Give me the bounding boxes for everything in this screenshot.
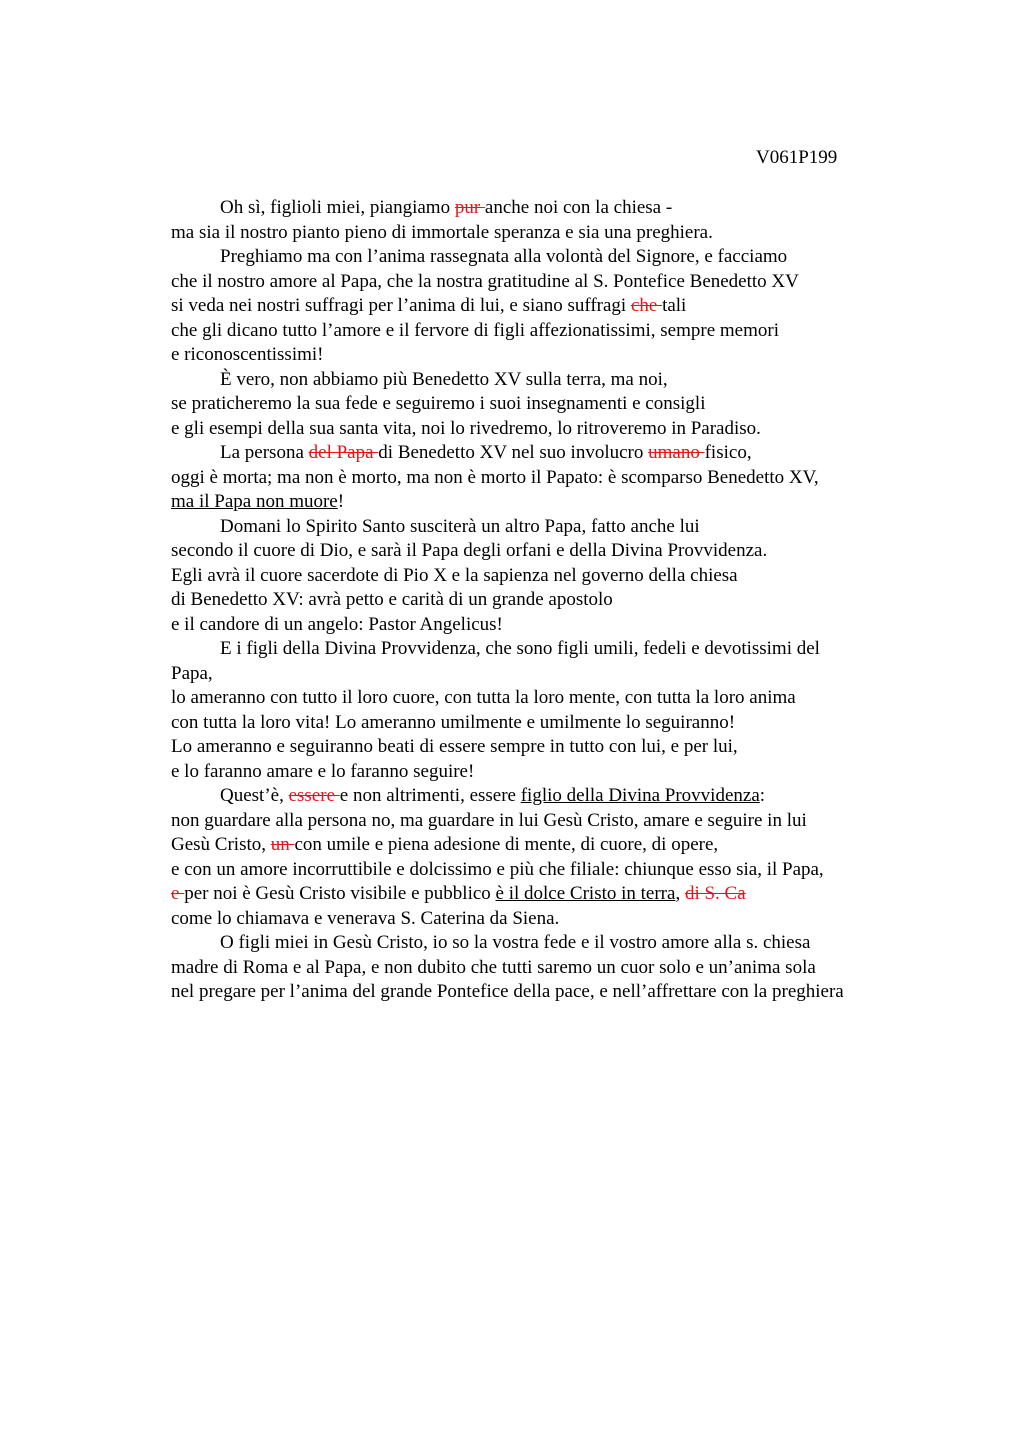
text-line xyxy=(171,539,1011,564)
text-segment: e lo faranno amare e lo faranno seguire! xyxy=(171,760,475,782)
text-segment: lo ameranno con tutto il loro cuore, con tutta la loro mente, con tutta la loro anima xyxy=(171,687,796,708)
text-segment: Gesù Cristo, xyxy=(171,834,271,855)
text-line xyxy=(171,907,1011,932)
text-line xyxy=(171,196,1011,221)
text-line xyxy=(171,662,1011,687)
text-segment: di Benedetto XV nel suo involucro xyxy=(378,442,649,463)
letter-body xyxy=(171,196,1011,1005)
deleted-text: di S. Ca xyxy=(684,883,746,904)
text-segment: tali xyxy=(662,295,687,316)
text-segment: ! xyxy=(337,491,345,512)
text-line xyxy=(171,294,1011,319)
text-segment: Oh sì, figlioli miei, piangiamo xyxy=(220,197,455,218)
text-line xyxy=(171,858,1011,883)
text-line xyxy=(171,270,1011,295)
text-line xyxy=(171,882,1011,907)
text-line xyxy=(171,245,1011,270)
text-line xyxy=(171,833,1011,858)
text-segment: Domani lo Spirito Santo susciterà un altro Papa, fatto anche lui xyxy=(220,515,700,537)
text-segment: È vero, non abbiamo più Benedetto XV sulla terra, ma noi, xyxy=(220,368,668,390)
text-segment: Lo ameranno e seguiranno beati di essere sempre in tutto con lui, e per lui, xyxy=(171,736,738,757)
text-segment: O figli miei in Gesù Cristo, io so la vostra fede e il vostro amore alla s. chiesa xyxy=(220,932,811,953)
text-segment: di Benedetto XV: avrà petto e carità di un grande apostolo xyxy=(171,589,613,610)
text-segment: e riconoscentissimi! xyxy=(171,344,324,365)
text-segment: Egli avrà il cuore sacerdote di Pio X e la sapienza nel governo della chiesa xyxy=(171,564,738,586)
text-segment: se praticheremo la sua fede e seguiremo i suoi insegnamenti e consigli xyxy=(171,393,706,414)
text-segment: nel pregare per l’anima del grande Pontefice della pace, e nell’affrettare con la preghiera xyxy=(171,981,844,1002)
deleted-text: un xyxy=(270,834,295,855)
deleted-text: e xyxy=(171,883,185,904)
text-segment: per noi è Gesù Cristo visibile e pubblico xyxy=(184,883,496,904)
text-segment: Preghiamo ma con l’anima rassegnata alla volontà del Signore, e facciamo xyxy=(220,246,788,267)
text-segment: E i figli della Divina Provvidenza, che sono figli umili, fedeli e devotissimi del xyxy=(220,638,820,659)
text-line xyxy=(171,980,1011,1005)
text-line xyxy=(171,809,1011,834)
text-line xyxy=(171,564,1011,589)
text-segment: oggi è morta; ma non è morto, ma non è morto il Papato: è scomparso Benedetto XV, xyxy=(171,466,819,488)
text-line xyxy=(171,466,1011,491)
text-segment: come lo chiamava e venerava S. Caterina da Siena. xyxy=(171,907,560,929)
text-line xyxy=(171,784,1011,809)
text-segment: anche noi con la chiesa - xyxy=(484,197,673,218)
text-segment: Quest’è, xyxy=(220,785,289,806)
text-line xyxy=(171,490,1011,515)
text-line xyxy=(171,343,1011,368)
text-segment: si veda nei nostri suffragi per l’anima di lui, e siano suffragi xyxy=(171,295,631,316)
text-segment: fisico, xyxy=(704,442,752,463)
text-line xyxy=(171,760,1011,785)
underlined-text: ma il Papa non muore xyxy=(171,491,338,512)
deleted-text: essere xyxy=(288,785,340,806)
text-line xyxy=(171,319,1011,344)
text-segment: ma sia il nostro pianto pieno di immortale speranza e sia una preghiera. xyxy=(171,221,713,243)
text-segment: e gli esempi della sua santa vita, noi lo rivedremo, lo ritroveremo in Paradiso. xyxy=(171,417,761,439)
text-segment: Papa, xyxy=(171,662,213,684)
text-segment: e con un amore incorruttibile e dolcissimo e più che filiale: chiunque esso sia, il Papa, xyxy=(171,858,824,880)
text-line xyxy=(171,711,1011,736)
text-segment: e il candore di un angelo: Pastor Angelicus! xyxy=(171,613,503,635)
deleted-text: umano xyxy=(648,442,705,463)
text-segment: secondo il cuore di Dio, e sarà il Papa degli orfani e della Divina Provvidenza. xyxy=(171,540,768,561)
underlined-text: è il dolce Cristo in terra xyxy=(495,883,676,904)
text-segment: non guardare alla persona no, ma guardare in lui Gesù Cristo, amare e seguire in lui xyxy=(171,809,807,831)
deleted-text: del Papa xyxy=(308,442,379,463)
text-line xyxy=(171,441,1011,466)
text-line xyxy=(171,368,1011,393)
text-line xyxy=(171,686,1011,711)
text-segment: che gli dicano tutto l’amore e il fervore di figli affezionatissimi, sempre memori xyxy=(171,319,779,341)
text-line xyxy=(171,735,1011,760)
text-segment: con tutta la loro vita! Lo ameranno umilmente e umilmente lo seguiranno! xyxy=(171,711,736,733)
text-segment: La persona xyxy=(220,442,309,463)
text-line xyxy=(171,931,1011,956)
text-segment: : xyxy=(759,785,766,806)
text-segment: con umile e piena adesione di mente, di cuore, di opere, xyxy=(294,834,719,855)
text-segment: madre di Roma e al Papa, e non dubito che tutti saremo un cuor solo e un’anima sola xyxy=(171,956,816,978)
text-line xyxy=(171,613,1011,638)
text-segment: , xyxy=(675,883,685,904)
text-line xyxy=(171,417,1011,442)
text-segment: e non altrimenti, essere xyxy=(339,785,521,806)
text-line xyxy=(171,392,1011,417)
underlined-text: figlio della Divina Provvidenza xyxy=(520,785,760,806)
text-line xyxy=(171,515,1011,540)
text-segment: che il nostro amore al Papa, che la nostra gratitudine al S. Pontefice Benedetto XV xyxy=(171,270,799,292)
text-line xyxy=(171,221,1011,246)
text-line xyxy=(171,956,1011,981)
text-line xyxy=(171,588,1011,613)
deleted-text: che xyxy=(630,295,663,316)
deleted-text: pur xyxy=(454,197,485,218)
text-line xyxy=(171,637,1011,662)
page-identifier: V061P199 xyxy=(756,147,838,168)
